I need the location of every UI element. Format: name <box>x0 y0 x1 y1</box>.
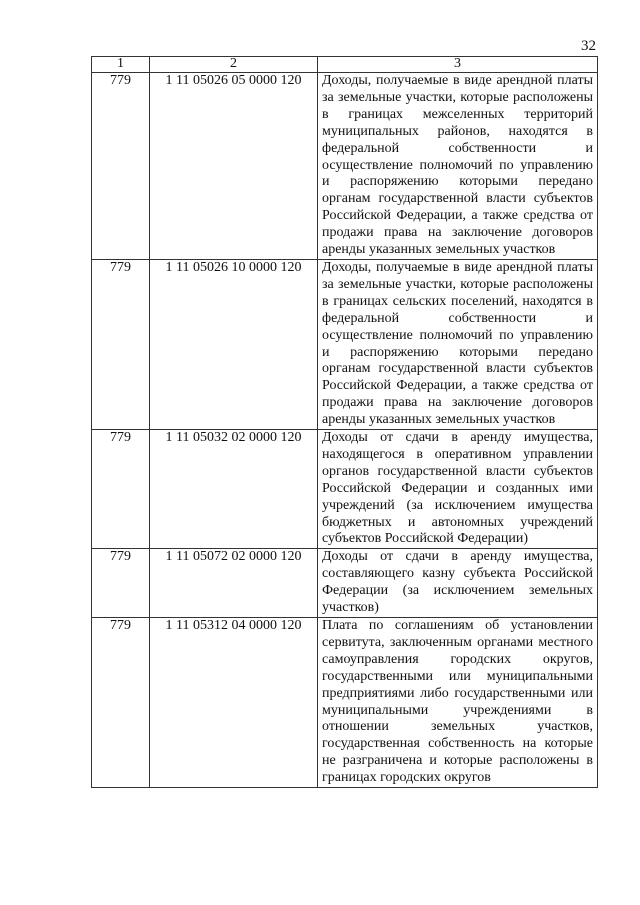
table-row <box>92 618 598 788</box>
table-row <box>92 73 598 260</box>
table-row <box>92 259 598 429</box>
revenue-name-cell: Плата по соглашениям об установлении сервитута, заключенным органами местного самоуправления городских округов, государственными или муниципальными предприятиями либо государственными или муниципальными учреждениями в отношении земельных участков, государственная собственность на которые не разграничена и которые расположены в границах городских округов <box>318 618 598 788</box>
page-number: 32 <box>581 38 596 54</box>
kbk-code-cell: 1 11 05072 02 0000 120 <box>150 549 318 618</box>
kbk-code-cell: 1 11 05032 02 0000 120 <box>150 430 318 549</box>
revenue-name-cell: Доходы от сдачи в аренду имущества, составляющего казну субъекта Российской Федерации (за исключением земельных участков) <box>318 549 598 618</box>
admin-code-cell: 779 <box>92 618 150 788</box>
kbk-code-cell: 1 11 05026 05 0000 120 <box>150 73 318 260</box>
kbk-code-cell: 1 11 05026 10 0000 120 <box>150 259 318 429</box>
column-header-1: 1 <box>92 57 150 73</box>
table-header-row <box>92 57 598 73</box>
admin-code-cell: 779 <box>92 73 150 260</box>
revenue-name-cell: Доходы, получаемые в виде арендной платы за земельные участки, которые расположены в границах сельских поселений, находятся в федеральной собственности и осуществление полномочий по управлению и распоряжению которыми передано органам государственной власти субъектов Российской Федерации, а также средства от продажи права на заключение договоров аренды указанных земельных участков <box>318 259 598 429</box>
column-header-2: 2 <box>150 57 318 73</box>
table-row <box>92 430 598 549</box>
table-row <box>92 549 598 618</box>
admin-code-cell: 779 <box>92 259 150 429</box>
column-header-3: 3 <box>318 57 598 73</box>
kbk-code-cell: 1 11 05312 04 0000 120 <box>150 618 318 788</box>
admin-code-cell: 779 <box>92 430 150 549</box>
revenue-codes-table <box>91 56 598 788</box>
revenue-name-cell: Доходы от сдачи в аренду имущества, находящегося в оперативном управлении органов государственной власти субъектов Российской Федерации и созданных ими учреждений (за исключением имущества бюджетных и автономных учреждений субъектов Российской Федерации) <box>318 430 598 549</box>
revenue-name-cell: Доходы, получаемые в виде арендной платы за земельные участки, которые расположены в границах межселенных территорий муниципальных районов, находятся в федеральной собственности и осуществление полномочий по управлению и распоряжению которыми передано органам государственной власти субъектов Российской Федерации, а также средства от продажи права на заключение договоров аренды указанных земельных участков <box>318 73 598 260</box>
admin-code-cell: 779 <box>92 549 150 618</box>
